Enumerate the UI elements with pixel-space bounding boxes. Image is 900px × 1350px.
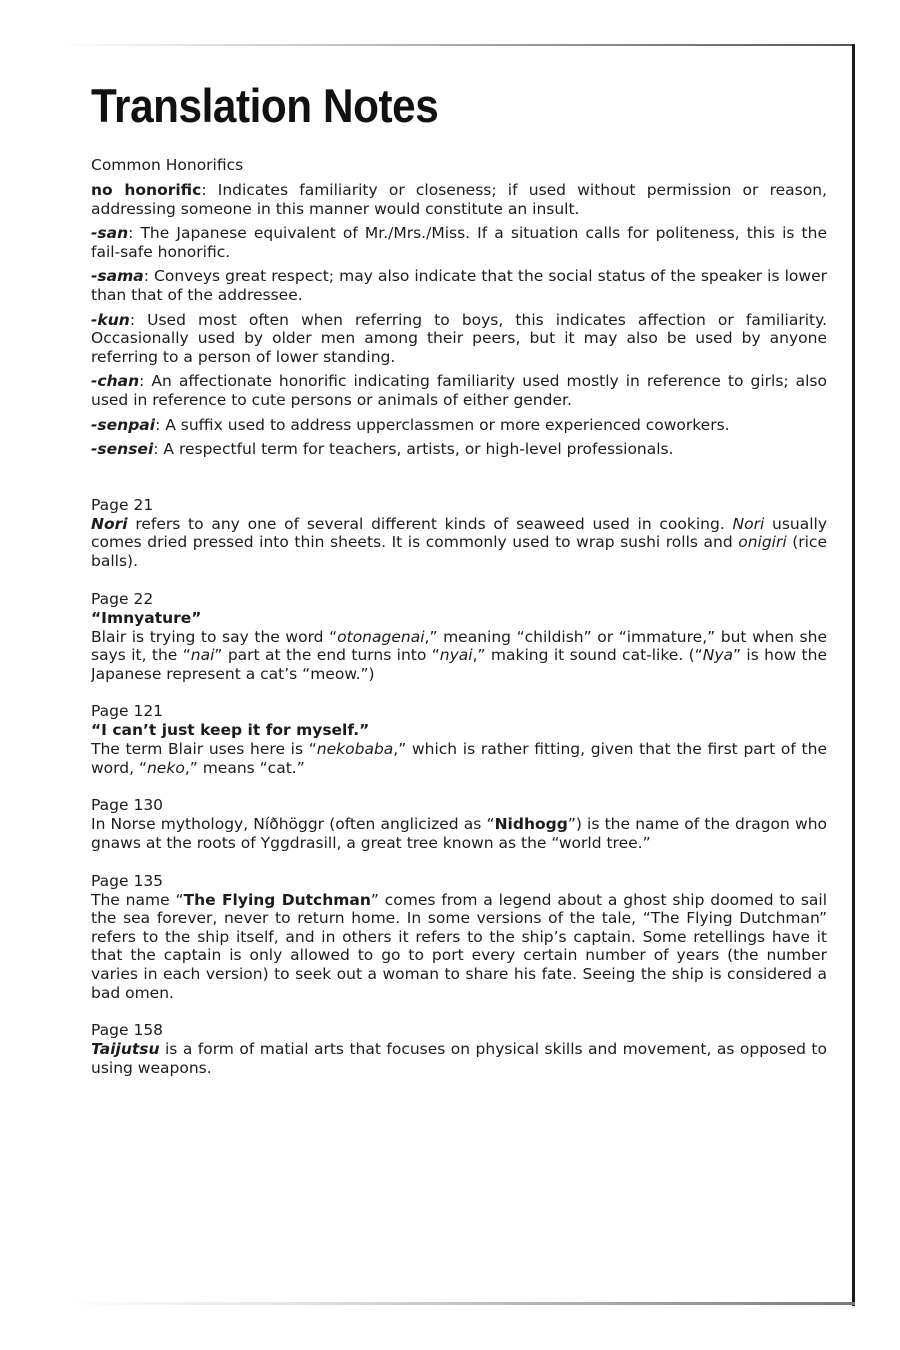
note-text-segment: is a form of matial arts that focuses on physical skills and movement, as opposed to using weapons. bbox=[91, 1040, 827, 1077]
honorific-item bbox=[91, 267, 827, 304]
honorific-term: no honorific bbox=[91, 181, 202, 199]
honorific-term: -san bbox=[91, 224, 129, 243]
note-page-22 bbox=[91, 590, 827, 684]
note-text-segment: The term Blair uses here is “ bbox=[91, 740, 317, 759]
note-page-label: Page 21 bbox=[91, 495, 154, 514]
page-frame-right-edge bbox=[852, 44, 855, 1306]
note-text-segment: nyai bbox=[439, 646, 473, 665]
page-content bbox=[91, 78, 827, 1138]
note-body bbox=[91, 891, 827, 1003]
note-text-segment: The name “ bbox=[91, 890, 184, 909]
note-text-segment: Blair is trying to say the word “ bbox=[91, 627, 338, 646]
honorific-definition: : Used most often when referring to boys, this indicates affection or familiarity. Occasionally used by older men among their peers, but it may also be used by anyone referring to a person of lower standing. bbox=[91, 310, 827, 366]
note-text-segment: Taijutsu bbox=[91, 1040, 160, 1059]
honorific-item bbox=[91, 181, 827, 218]
note-text-segment: nai bbox=[190, 646, 215, 665]
note-subtitle: “Imnyature” bbox=[91, 608, 202, 627]
note-body bbox=[91, 628, 827, 684]
note-body bbox=[91, 740, 827, 777]
note-text-segment: Nya bbox=[702, 646, 733, 665]
honorific-term: -sensei bbox=[91, 440, 154, 459]
page-frame-top-edge bbox=[60, 44, 855, 46]
note-page-label: Page 121 bbox=[91, 702, 164, 721]
note-text-segment: Nori bbox=[91, 514, 128, 533]
note-text-segment: The Flying Dutchman bbox=[183, 890, 371, 909]
note-body bbox=[91, 515, 827, 571]
note-text-segment: Nori bbox=[732, 514, 765, 533]
honorific-term: -chan bbox=[91, 372, 140, 391]
note-text-segment: ,” which is rather fitting, given that the first part of the word, “ bbox=[91, 740, 827, 777]
note-text-segment: ” part at the end turns into “ bbox=[214, 646, 440, 665]
honorific-item bbox=[91, 416, 827, 435]
note-text-segment: neko bbox=[146, 758, 185, 777]
honorific-definition: : A respectful term for teachers, artists, or high-level professionals. bbox=[153, 440, 674, 459]
note-body bbox=[91, 815, 827, 852]
honorific-item bbox=[91, 311, 827, 367]
note-page-135 bbox=[91, 872, 827, 1003]
note-page-158 bbox=[91, 1021, 827, 1077]
note-text-segment: usually comes dried pressed into thin sheets. It is commonly used to wrap sushi rolls and bbox=[91, 514, 827, 552]
note-page-label: Page 130 bbox=[91, 796, 164, 815]
note-page-121 bbox=[91, 702, 827, 777]
honorific-definition: : A suffix used to address upperclassmen or more experienced coworkers. bbox=[155, 415, 730, 434]
note-text-segment: onigiri bbox=[738, 533, 787, 552]
honorific-definition: : An affectionate honorific indicating familiarity used mostly in reference to girls; also used in reference to cute persons or animals of either gender. bbox=[91, 372, 827, 409]
note-text-segment: nekobaba bbox=[316, 740, 394, 759]
honorific-term: -senpai bbox=[91, 415, 156, 434]
note-subtitle: “I can’t just keep it for myself.” bbox=[91, 721, 370, 740]
note-text-segment: ”) is the name of the dragon who gnaws at the roots of Yggdrasill, a great tree known as the “world tree.” bbox=[91, 815, 827, 853]
note-text-segment: ” comes from a legend about a ghost ship doomed to sail the sea forever, never to return home. In some versions of the tale, “The Flying Dutchman” refers to the ship itself, and in others it refers to the ship’s captain. Some retellings have it that the captain is only allowed to go to port every certain number of years (the number varies in each version) to seek out a woman to share his fate. Seeing the ship is considered a bad omen. bbox=[91, 890, 827, 1002]
note-page-label: Page 22 bbox=[91, 589, 154, 608]
note-text-segment: (rice balls). bbox=[91, 533, 827, 570]
note-text-segment: ,” means “cat.” bbox=[184, 758, 305, 777]
honorific-item bbox=[91, 224, 827, 261]
note-page-label: Page 158 bbox=[91, 1021, 164, 1040]
page-frame-bottom-edge bbox=[60, 1302, 855, 1305]
honorific-item bbox=[91, 440, 827, 459]
honorific-definition: : Indicates familiarity or closeness; if used without permission or reason, addressing someone in this manner would constitute an insult. bbox=[91, 181, 827, 218]
note-text-segment: otonagenai bbox=[337, 627, 425, 646]
note-page-21 bbox=[91, 496, 827, 571]
note-text-segment: ,” meaning “childish” or “immature,” but when she says it, the “ bbox=[91, 627, 827, 665]
note-page-130 bbox=[91, 796, 827, 852]
note-text-segment: Nidhogg bbox=[494, 815, 568, 834]
note-text-segment: ,” making it sound cat-like. (“ bbox=[472, 646, 703, 665]
note-text-segment: refers to any one of several different kinds of seaweed used in cooking. bbox=[127, 514, 733, 533]
honorifics-heading: Common Honorifics bbox=[91, 156, 244, 174]
honorific-definition: : The Japanese equivalent of Mr./Mrs./Miss. If a situation calls for politeness, this is the fail-safe honorific. bbox=[91, 224, 827, 261]
honorific-item bbox=[91, 372, 827, 409]
page-title: Translation Notes bbox=[91, 79, 439, 132]
note-text-segment: In Norse mythology, Níðhöggr (often anglicized as “ bbox=[91, 815, 495, 834]
note-page-label: Page 135 bbox=[91, 871, 164, 890]
honorific-term: -kun bbox=[91, 310, 130, 329]
honorifics-section bbox=[91, 156, 827, 459]
note-body bbox=[91, 1040, 827, 1077]
honorific-term: -sama bbox=[91, 267, 144, 286]
honorific-definition: : Conveys great respect; may also indicate that the social status of the speaker is lower than that of the addressee. bbox=[91, 267, 827, 304]
note-text-segment: ” is how the Japanese represent a cat’s “meow.”) bbox=[91, 646, 827, 683]
